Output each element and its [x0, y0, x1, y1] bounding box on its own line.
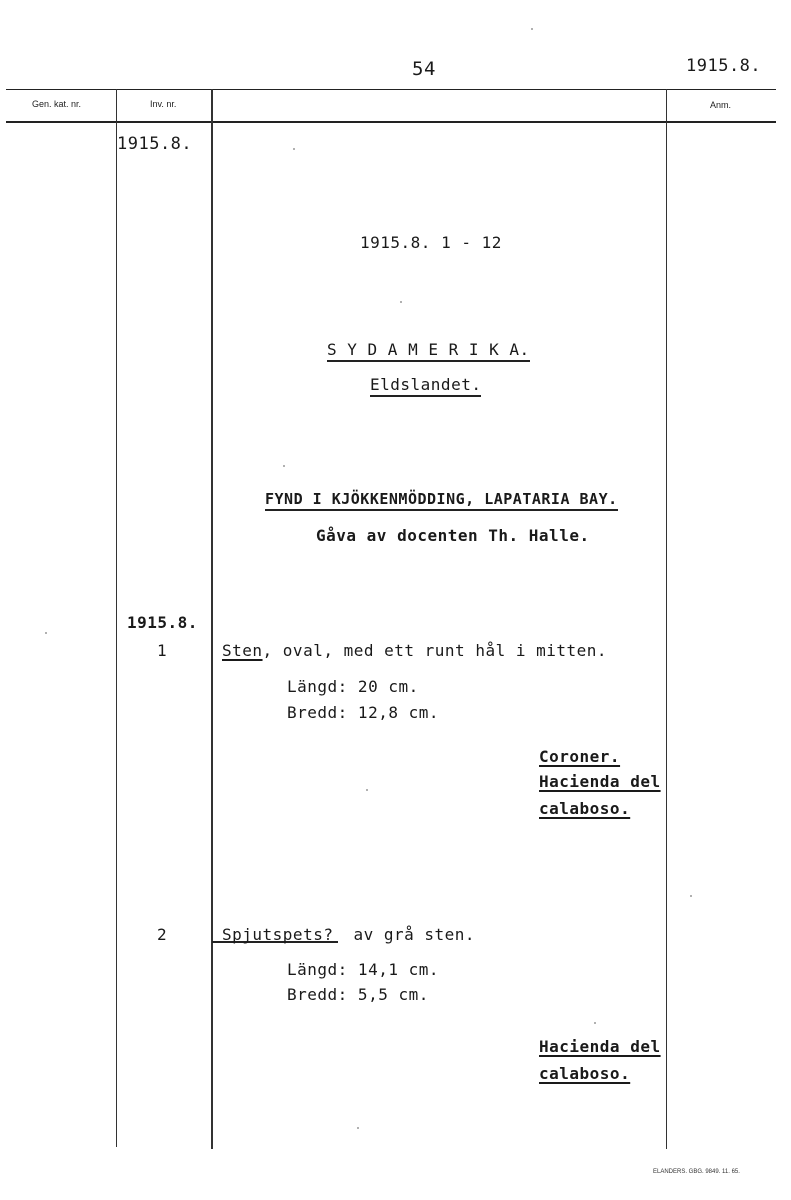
column-divider-gen-inv: [116, 89, 117, 1147]
inventory-series-label: 1915.8.: [117, 134, 193, 154]
column-divider-inv-main: [211, 89, 213, 1149]
column-header-gen-kat: Gen. kat. nr.: [32, 99, 82, 109]
page-reference: 1915.8.: [686, 56, 762, 76]
item-inv-prefix: 1915.8.: [127, 613, 198, 632]
column-header-inv: Inv. nr.: [150, 99, 177, 109]
scan-speck: [293, 148, 295, 150]
donor-line: Gåva av docenten Th. Halle.: [316, 526, 590, 545]
item-2-width: Bredd: 5,5 cm.: [287, 985, 429, 1004]
scan-speck: [45, 632, 47, 634]
item-number-1: 1: [157, 641, 168, 660]
range-heading: 1915.8. 1 - 12: [360, 233, 502, 252]
item-1-place-line-3: calaboso.: [539, 799, 631, 818]
scan-speck: [531, 28, 533, 30]
scan-speck: [357, 1127, 359, 1129]
printer-mark: ELANDERS. GBG. 9849. 11. 65.: [653, 1169, 740, 1175]
scan-speck: [366, 789, 368, 791]
subregion-heading: Eldslandet.: [370, 375, 481, 394]
item-2-place-line-2: calaboso.: [539, 1064, 631, 1083]
region-heading: S Y D A M E R I K A.: [327, 340, 530, 359]
page-number: 54: [412, 58, 436, 80]
column-header-anm: Anm.: [710, 100, 732, 110]
scan-speck: [283, 465, 285, 467]
item-2-length: Längd: 14,1 cm.: [287, 960, 439, 979]
item-1-description: Sten, oval, med ett runt hål i mitten.: [222, 641, 608, 660]
scan-speck: [400, 301, 402, 303]
item-number-2: 2: [157, 925, 168, 944]
item-1-width: Bredd: 12,8 cm.: [287, 703, 439, 722]
header-top-rule: [6, 89, 776, 90]
column-divider-main-anm: [666, 89, 667, 1149]
item-2-place-line-1: Hacienda del: [539, 1037, 661, 1056]
item-1-name: Sten: [222, 641, 263, 660]
scan-speck: [690, 895, 692, 897]
item-1-length: Längd: 20 cm.: [287, 677, 419, 696]
header-bottom-rule: [6, 121, 776, 123]
scan-speck: [594, 1022, 596, 1024]
item-1-place-line-1: Coroner.: [539, 747, 621, 766]
item-2-description: Spjutspets? av grå sten.: [222, 925, 476, 944]
item-1-place-line-2: Hacienda del: [539, 772, 661, 791]
item-2-name: Spjutspets?: [222, 925, 334, 944]
find-title: FYND I KJÖKKENMÖDDING, LAPATARIA BAY.: [265, 490, 618, 508]
